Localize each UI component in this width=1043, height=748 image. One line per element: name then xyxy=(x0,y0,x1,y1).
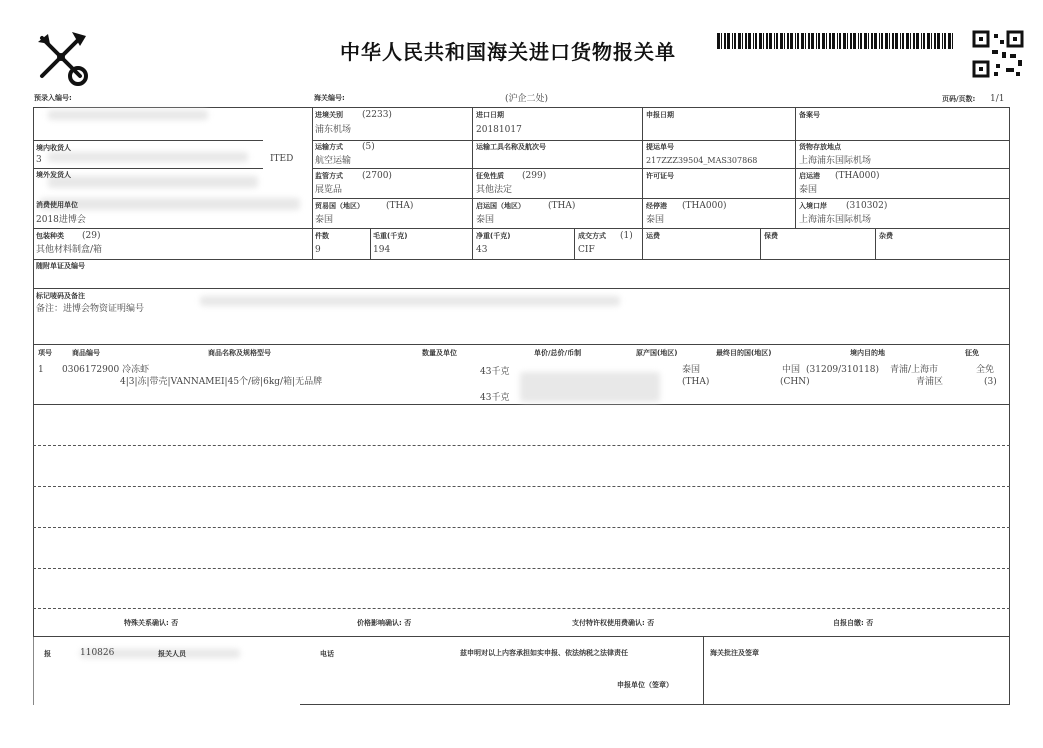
remarks-value: 备注：进博会物资证明编号 xyxy=(36,304,145,314)
entry-unit-label: 报关人员 xyxy=(158,650,186,658)
row-line-2 xyxy=(312,168,1010,169)
supervision-value: 展览品 xyxy=(315,185,343,195)
depart-country-label: 启运国（地区） xyxy=(476,202,525,210)
bill-no-value: 217ZZZ39504_MAS307868 xyxy=(646,156,758,165)
price-impact-confirm: 价格影响确认: 否 xyxy=(357,619,412,627)
goods-dest: 中国 xyxy=(782,365,801,375)
goods-col-origin: 原产国(地区) xyxy=(636,349,678,357)
trade-country-label: 贸易国（地区） xyxy=(315,202,364,210)
form-title: 中华人民共和国海关进口货物报关单 xyxy=(340,40,676,64)
col-line-3 xyxy=(642,107,643,259)
goods-dest-code: (CHN) xyxy=(780,377,810,387)
barcode-icon xyxy=(717,33,957,49)
pieces-value: 9 xyxy=(315,245,321,255)
redacted-block xyxy=(40,198,300,210)
goods-col-price: 单价/总价/币制 xyxy=(534,349,582,357)
license-label: 许可证号 xyxy=(646,172,674,180)
row-line-5 xyxy=(33,259,1010,260)
goods-divider-1 xyxy=(33,445,1010,446)
goods-col-name-spec: 商品名称及规格型号 xyxy=(208,349,271,357)
goods-domestic-dest-2: 青浦区 xyxy=(916,377,944,387)
goods-exemption: 全免 xyxy=(976,365,995,375)
import-date-label: 进口日期 xyxy=(476,111,504,119)
col-line-8 xyxy=(875,228,876,259)
goods-domestic-code: (31209/310118) xyxy=(806,365,880,375)
goods-col-domestic-dest: 境内目的地 xyxy=(850,349,885,357)
row-line-3 xyxy=(312,198,1010,199)
pre-entry-no-label: 预录入编号: xyxy=(34,94,72,102)
misc-fee-label: 杂费 xyxy=(879,232,893,240)
row-line-4 xyxy=(33,228,1010,229)
depart-country-code: (THA) xyxy=(548,201,576,211)
col-line-2 xyxy=(472,107,473,259)
deal-mode-label: 成交方式 xyxy=(578,232,606,240)
import-date-value: 20181017 xyxy=(476,125,522,135)
customs-no-label: 海关编号: xyxy=(314,94,345,102)
declaration-text: 兹申明对以上内容承担如实申报、依法纳税之法律责任 xyxy=(460,649,628,657)
stop-port-code: (THA000) xyxy=(682,201,727,211)
vehicle-label: 运输工具名称及航次号 xyxy=(476,143,546,151)
goods-col-exemption: 征免 xyxy=(965,349,979,357)
domestic-consignee-label: 境内收货人 xyxy=(36,144,71,152)
record-no-label: 备案号 xyxy=(799,111,820,119)
row-line-9 xyxy=(33,636,1010,637)
exemption-nature-code: (299) xyxy=(522,171,547,181)
overseas-consignor-partial: ITED xyxy=(270,154,294,164)
entry-port-code: (310302) xyxy=(846,201,888,211)
supervision-label: 监管方式 xyxy=(315,172,343,180)
entry-customs-value: 浦东机场 xyxy=(315,125,352,135)
freight-label: 运费 xyxy=(646,232,660,240)
dept-note: (沪企二处) xyxy=(505,94,549,104)
trade-country-value: 泰国 xyxy=(315,215,334,225)
row-line-2b xyxy=(33,168,263,169)
goods-qty-1: 43千克 xyxy=(480,367,510,377)
transport-mode-value: 航空运输 xyxy=(315,156,352,166)
overseas-consignor-label: 境外发货人 xyxy=(36,171,71,179)
origin-port-code: (THA000) xyxy=(835,171,880,181)
net-weight-label: 净重(千克) xyxy=(476,232,511,240)
redacted-block xyxy=(200,296,620,306)
col-line-4 xyxy=(795,107,796,228)
goods-col-item-no: 项号 xyxy=(38,349,52,357)
package-type-code: (29) xyxy=(82,231,101,241)
entry-port-value: 上海浦东国际机场 xyxy=(799,215,872,225)
package-type-label: 包装种类 xyxy=(36,232,64,240)
col-line-7 xyxy=(760,228,761,259)
remarks-label: 标记唛码及备注 xyxy=(36,292,85,300)
qr-code-icon xyxy=(972,30,1026,80)
bill-no-label: 提运单号 xyxy=(646,143,674,151)
border-right xyxy=(1009,107,1010,705)
page-value: 1/1 xyxy=(990,94,1005,104)
col-line-5 xyxy=(370,228,371,259)
trade-country-code: (THA) xyxy=(386,201,414,211)
goods-divider-4 xyxy=(33,568,1010,569)
col-line-1 xyxy=(312,107,313,259)
goods-divider-5 xyxy=(33,608,1010,609)
declare-unit-label: 申报单位（签章） xyxy=(617,681,673,689)
origin-port-label: 启运港 xyxy=(799,172,820,180)
self-report-confirm: 自报自缴: 否 xyxy=(833,619,874,627)
declare-date-label: 申报日期 xyxy=(646,111,674,119)
redacted-block xyxy=(48,176,258,188)
transport-mode-code: (5) xyxy=(362,142,375,152)
storage-label: 货物存放地点 xyxy=(799,143,841,151)
goods-item-no: 1 xyxy=(38,365,44,375)
depart-country-value: 泰国 xyxy=(476,215,495,225)
entry-person-no: 110826 xyxy=(80,648,115,658)
goods-divider-3 xyxy=(33,527,1010,528)
exemption-nature-label: 征免性质 xyxy=(476,172,504,180)
stop-port-label: 经停港 xyxy=(646,202,667,210)
bottom-line xyxy=(300,704,1010,705)
stop-port-value: 泰国 xyxy=(646,215,665,225)
goods-origin-code: (THA) xyxy=(682,377,710,387)
package-type-value: 其他材料制盒/箱 xyxy=(36,245,103,255)
goods-divider-2 xyxy=(33,486,1010,487)
net-weight-value: 43 xyxy=(476,245,488,255)
supervision-code: (2700) xyxy=(362,171,392,181)
row-line-7 xyxy=(33,344,1010,345)
goods-exemption-code: (3) xyxy=(984,377,997,387)
royalty-confirm: 支付特许权使用费确认: 否 xyxy=(572,619,655,627)
entry-customs-label: 进境关别 xyxy=(315,111,343,119)
pieces-label: 件数 xyxy=(315,232,329,240)
goods-col-qty-unit: 数量及单位 xyxy=(422,349,457,357)
row-line-8 xyxy=(33,404,1010,405)
row-line-6 xyxy=(33,288,1010,289)
origin-port-value: 泰国 xyxy=(799,185,818,195)
col-line-6 xyxy=(574,228,575,259)
transport-mode-label: 运输方式 xyxy=(315,143,343,151)
gross-weight-label: 毛重(千克) xyxy=(373,232,408,240)
goods-origin: 泰国 xyxy=(682,365,701,375)
redacted-block xyxy=(48,110,208,120)
customs-approval-label: 海关批注及签章 xyxy=(710,649,759,657)
deal-mode-value: CIF xyxy=(578,245,595,255)
special-relation-confirm: 特殊关系确认: 否 xyxy=(124,619,179,627)
redacted-block xyxy=(48,152,248,162)
page-label: 页码/页数: xyxy=(942,95,976,103)
customs-emblem-icon xyxy=(30,28,92,90)
table-top-line xyxy=(33,107,1010,108)
row-line-1b xyxy=(33,140,263,141)
gross-weight-value: 194 xyxy=(373,245,391,255)
row-line-1 xyxy=(312,140,1010,141)
insurance-label: 保费 xyxy=(764,232,778,240)
goods-code-name: 0306172900 冷冻虾 xyxy=(62,365,150,375)
domestic-consignee-value: 3 xyxy=(36,155,42,165)
goods-col-commodity-code: 商品编号 xyxy=(72,349,100,357)
consumer-label: 消费使用单位 xyxy=(36,201,78,209)
exemption-nature-value: 其他法定 xyxy=(476,185,513,195)
consumer-value: 2018进博会 xyxy=(36,215,86,225)
goods-qty-2: 43千克 xyxy=(480,393,510,403)
storage-value: 上海浦东国际机场 xyxy=(799,156,872,166)
entry-person-label: 报 xyxy=(44,650,51,658)
footer-divider xyxy=(703,636,704,704)
deal-mode-code: (1) xyxy=(620,231,633,241)
phone-label: 电话 xyxy=(320,650,334,658)
goods-domestic-dest-1: 青浦/上海市 xyxy=(890,365,939,375)
redacted-block xyxy=(520,372,660,402)
border-left xyxy=(33,107,34,637)
goods-spec: 4|3|冻|带壳|VANNAMEI|45个/磅|6kg/箱|无品牌 xyxy=(120,377,323,387)
entry-customs-code: (2233) xyxy=(362,110,392,120)
border-left-footer xyxy=(33,637,34,705)
entry-port-label: 入境口岸 xyxy=(799,202,827,210)
goods-col-dest: 最终目的国(地区) xyxy=(716,349,772,357)
docs-label: 随附单证及编号 xyxy=(36,262,85,270)
